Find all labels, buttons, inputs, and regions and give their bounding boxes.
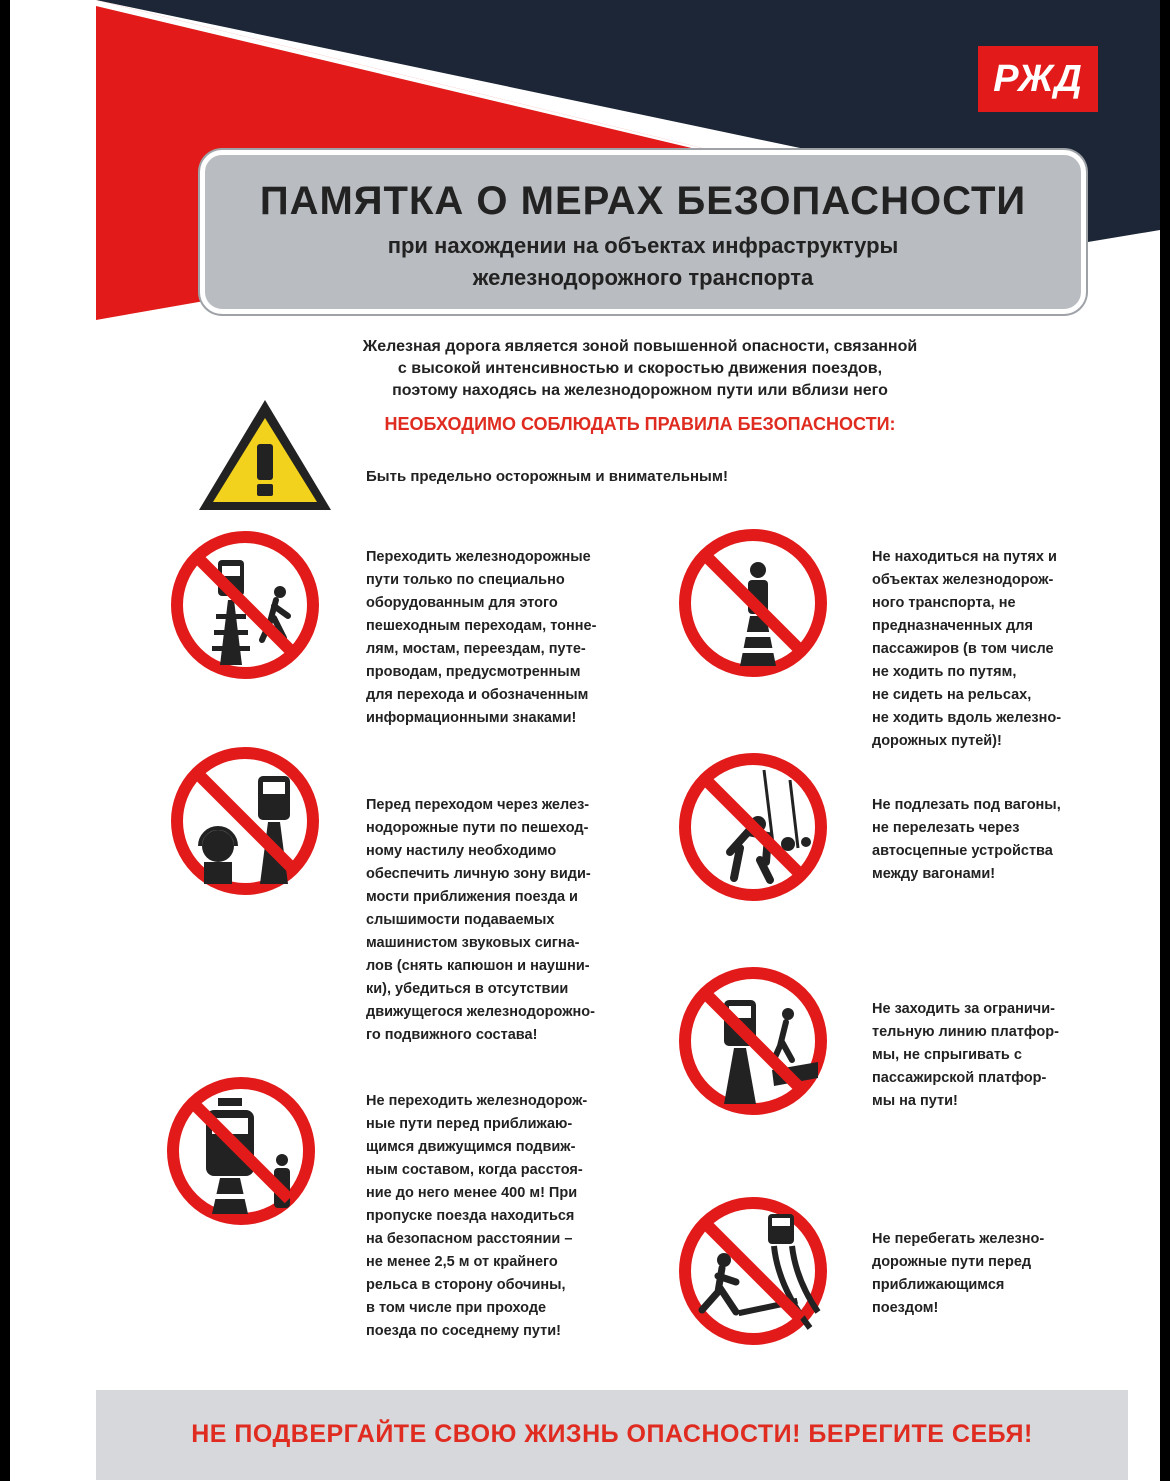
- rule-text-2: Не находиться на путях и объектах железнодорож- ного транспорта, не предназначенных для пассажиров (в том числе не ходить по путям, не сидеть на рельсах, не ходить вдоль железно- дорожных путей)!: [872, 549, 1062, 749]
- rule-text-5: Не заходить за ограничи- тельную линию платфор- мы, не спрыгивать с пассажирской платфор- мы на пути!: [872, 1001, 1059, 1109]
- warning-triangle-icon: [195, 396, 335, 516]
- intro-line-2: с высокой интенсивностью и скоростью движения поездов,: [397, 360, 883, 377]
- logo-text: РЖД: [993, 57, 1083, 100]
- running-across-prohibited-icon: [678, 1196, 828, 1346]
- title-panel: [200, 150, 1086, 314]
- rule-text-4: Не подлезать под вагоны, не перелезать через автосцепные устройства между вагонами!: [872, 797, 1061, 882]
- rule-text-7: Не перебегать железно- дорожные пути перед приближающимся поездом!: [872, 1231, 1045, 1316]
- footer-text: НЕ ПОДВЕРГАЙТЕ СВОЮ ЖИЗНЬ ОПАСНОСТИ! БЕРЕГИТЕ СЕБЯ!: [191, 1420, 1033, 1448]
- page-subtitle: [205, 230, 1081, 294]
- headphones-prohibited-icon: [170, 746, 320, 896]
- rzd-logo: [978, 46, 1098, 112]
- safety-poster: [10, 0, 1160, 1481]
- subtitle-line-2: железнодорожного транспорта: [472, 265, 814, 290]
- approaching-train-prohibited-icon: [166, 1076, 316, 1226]
- crossing-track-prohibited-icon: [170, 530, 320, 680]
- intro-emphasis: НЕОБХОДИМО СОБЛЮДАТЬ ПРАВИЛА БЕЗОПАСНОСТИ:: [384, 414, 896, 434]
- rule-text-1: Переходить железнодорожные пути только по специально оборудованным для этого пешеходным переходам, тонне- лям, мостам, переездам, путе- проводам, предусмотренным для перехода и обозначенным информационными знаками!: [366, 549, 597, 726]
- intro-line-1: Железная дорога является зоной повышенной опасности, связанной: [362, 338, 918, 355]
- platform-edge-prohibited-icon: [678, 966, 828, 1116]
- rule-text-3: Перед переходом через желез- нодорожные пути по пешеход- ному настилу необходимо обеспечить личную зону види- мости приближения поезда и слышимости подаваемых машинистом звуковых сигна- лов (снять капюшон и наушни- ки), убедиться в отсутствии движущегося железнодорожно- го подвижного состава!: [366, 797, 595, 1043]
- rule-text-6: Не переходить железнодорож- ные пути перед приближаю- щимся движущимся подвиж- ным составом, когда расстоя- ние до него менее 400 м! При пропуске поезда находиться на безопасном расстоянии – не менее 2,5 м от крайнего рельса в сторону обочины, в том числе при проходе поезда по соседнему пути!: [366, 1093, 588, 1339]
- footer-banner: [96, 1390, 1128, 1480]
- intro-text: [240, 336, 1040, 402]
- standing-on-track-prohibited-icon: [678, 528, 828, 678]
- page-title: ПАМЯТКА О МЕРАХ БЕЗОПАСНОСТИ: [259, 179, 1027, 223]
- warning-text: Быть предельно осторожным и внимательным!: [366, 468, 728, 485]
- subtitle-line-1: при нахождении на объектах инфраструктуры: [387, 233, 899, 258]
- intro-line-3: поэтому находясь на железнодорожном пути или вблизи него: [392, 382, 888, 399]
- crawling-under-wagon-prohibited-icon: [678, 752, 828, 902]
